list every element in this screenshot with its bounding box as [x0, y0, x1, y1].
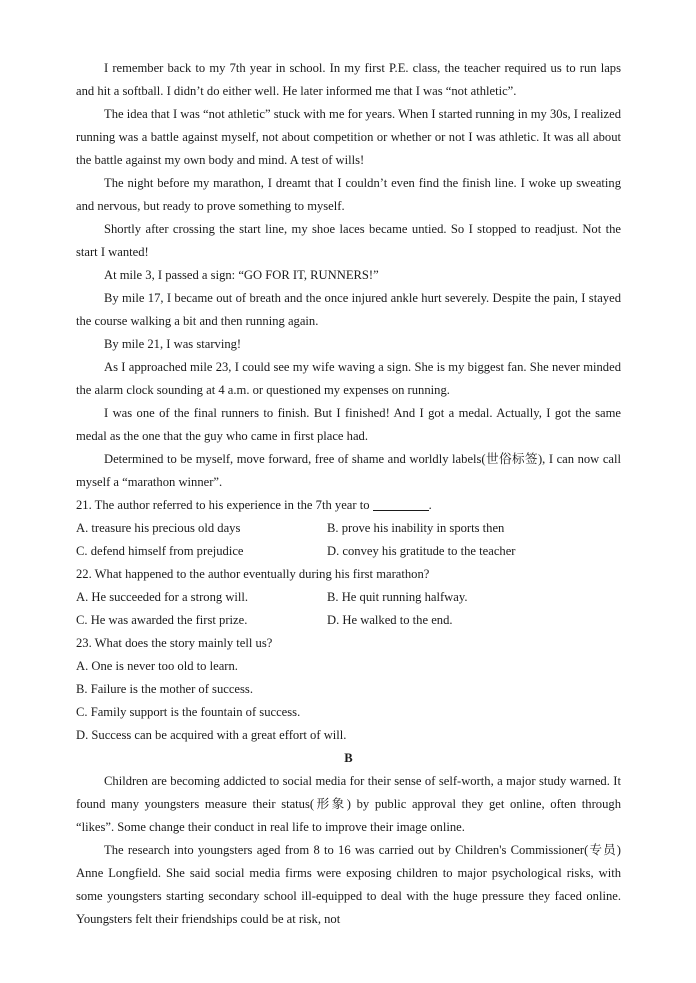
option-b[interactable]: B. prove his inability in sports then [327, 521, 505, 535]
question-21 [76, 494, 621, 563]
question-stem-tail: . [428, 498, 432, 512]
option-d[interactable]: D. Success can be acquired with a great effort of will. [76, 728, 347, 742]
option-d[interactable]: D. convey his gratitude to the teacher [327, 544, 516, 558]
option-a[interactable]: A. One is never too old to learn. [76, 659, 238, 673]
passage-b-paragraph-2: The research into youngsters aged from 8 to 16 was carried out by Children's Commissioner(专员) Anne Longfield. She said social media firms were exposing children to major psychological risks, with some youngsters starting secondary school ill-equipped to deal with the huge pressure they faced online. Youngsters felt their friendships could be at risk, not [76, 843, 621, 926]
passage-b [76, 770, 621, 931]
passage-a-paragraph-3: The night before my marathon, I dreamt that I couldn’t even find the finish line. I woke up sweating and nervous, but ready to prove something to myself. [76, 176, 621, 213]
question-22 [76, 563, 621, 632]
answer-blank [373, 496, 429, 511]
passage-a-paragraph-9: I was one of the final runners to finish. But I finished! And I got a medal. Actually, I got the same medal as the one that the guy who came in first place had. [76, 406, 621, 443]
question-stem: 23. What does the story mainly tell us? [76, 636, 273, 650]
passage-a-paragraph-1: I remember back to my 7th year in school. In my first P.E. class, the teacher required us to run laps and hit a softball. I didn’t do either well. He later informed me that I was “not athletic”. [76, 61, 621, 98]
section-b-title: B [344, 751, 353, 765]
passage-a-paragraph-8: As I approached mile 23, I could see my wife waving a sign. She is my biggest fan. She never minded the alarm clock sounding at 4 a.m. or questioned my expenses on running. [76, 360, 621, 397]
passage-a-paragraph-6: By mile 17, I became out of breath and the once injured ankle hurt severely. Despite the pain, I stayed the course walking a bit and then running again. [76, 291, 621, 328]
option-c[interactable]: C. Family support is the fountain of success. [76, 705, 301, 719]
option-b[interactable]: B. He quit running halfway. [327, 590, 468, 604]
option-a[interactable]: A. treasure his precious old days [76, 521, 241, 535]
option-b[interactable]: B. Failure is the mother of success. [76, 682, 253, 696]
option-row [76, 609, 621, 632]
passage-a-paragraph-5: At mile 3, I passed a sign: “GO FOR IT, RUNNERS!” [104, 268, 379, 282]
question-stem [76, 494, 621, 517]
passage-a-paragraph-10: Determined to be myself, move forward, free of shame and worldly labels(世俗标签), I can now call myself a “marathon winner”. [76, 452, 621, 489]
passage-a-paragraph-2: The idea that I was “not athletic” stuck with me for years. When I started running in my 30s, I realized running was a battle against myself, not about competition or whether or not I was athletic. It was all about the battle against my own body and mind. A test of wills! [76, 107, 621, 167]
option-c[interactable]: C. He was awarded the first prize. [76, 613, 248, 627]
question-stem: 22. What happened to the author eventually during his first marathon? [76, 567, 430, 581]
option-row [76, 540, 621, 563]
question-stem-text: 21. The author referred to his experience in the 7th year to [76, 498, 370, 512]
option-a[interactable]: A. He succeeded for a strong will. [76, 590, 249, 604]
question-23 [76, 632, 621, 747]
option-d[interactable]: D. He walked to the end. [327, 613, 453, 627]
passage-a [76, 57, 621, 494]
document-page [76, 57, 621, 931]
passage-a-paragraph-7: By mile 21, I was starving! [104, 337, 242, 351]
option-row [76, 517, 621, 540]
passage-b-paragraph-1: Children are becoming addicted to social media for their sense of self-worth, a major study warned. It found many youngsters measure their status(形象) by public approval they get online, often through “likes”. Some change their conduct in real life to improve their image online. [76, 774, 621, 834]
passage-a-paragraph-4: Shortly after crossing the start line, my shoe laces became untied. So I stopped to readjust. Not the start I wanted! [76, 222, 621, 259]
option-row [76, 586, 621, 609]
option-c[interactable]: C. defend himself from prejudice [76, 544, 244, 558]
